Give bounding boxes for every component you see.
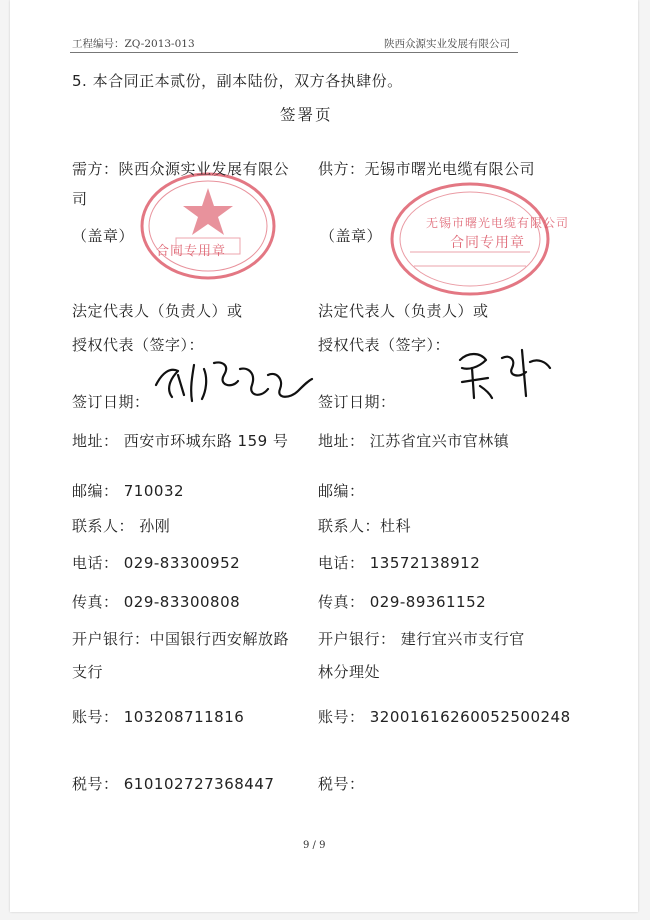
buyer-address: 地址： 西安市环城东路 159 号	[72, 432, 289, 450]
project-number: 工程编号：ZQ-2013-013	[72, 38, 195, 50]
buyer-handwritten-signature	[148, 345, 318, 410]
supplier-contact: 联系人：杜科	[318, 517, 412, 535]
supplier-seal-sub: 合同专用章	[450, 235, 525, 251]
buyer-name-line1: 需方：陕西众源实业发展有限公	[72, 160, 290, 178]
buyer-phone: 电话： 029-83300952	[72, 554, 241, 572]
buyer-fax: 传真： 029-83300808	[72, 593, 241, 611]
buyer-seal-label: （盖章）	[72, 227, 135, 245]
supplier-bank-line1: 开户银行： 建行宜兴市支行官	[318, 630, 525, 648]
supplier-phone: 电话： 13572138912	[318, 554, 481, 572]
supplier-rep-line2: 授权代表（签字）：	[318, 336, 451, 354]
supplier-rep-line1: 法定代表人（负责人）或	[318, 302, 489, 320]
supplier-handwritten-signature	[450, 338, 560, 403]
buyer-date-label: 签订日期：	[72, 393, 150, 411]
buyer-tax-number: 税号： 610102727368447	[72, 775, 275, 793]
supplier-address: 地址： 江苏省宜兴市官林镇	[318, 432, 510, 450]
buyer-bank-line2: 支行	[72, 663, 104, 681]
supplier-date-label: 签订日期：	[318, 393, 396, 411]
page-title: 签署页	[280, 106, 333, 124]
header-company: 陕西众源实业发展有限公司	[384, 38, 510, 50]
buyer-seal-sub: 合同专用章	[156, 244, 227, 259]
supplier-fax: 传真： 029-89361152	[318, 593, 487, 611]
supplier-postcode: 邮编：	[318, 482, 365, 500]
supplier-bank-line2: 林分理处	[318, 663, 381, 681]
buyer-rep-line1: 法定代表人（负责人）或	[72, 302, 243, 320]
page-number: 9 / 9	[303, 840, 326, 851]
buyer-contact: 联系人： 孙刚	[72, 517, 171, 535]
buyer-company-seal	[138, 170, 278, 282]
buyer-rep-line2: 授权代表（签字）：	[72, 336, 205, 354]
buyer-postcode: 邮编： 710032	[72, 482, 185, 500]
header-rule	[70, 52, 518, 53]
document-page	[10, 0, 638, 912]
supplier-name: 供方：无锡市曙光电缆有限公司	[318, 160, 536, 178]
buyer-name-line2: 司	[72, 190, 88, 208]
contract-clause-5: 5. 本合同正本贰份，副本陆份，双方各执肆份。	[72, 72, 403, 90]
supplier-seal-label: （盖章）	[320, 227, 383, 245]
supplier-tax-number: 税号：	[318, 775, 365, 793]
supplier-seal-text: 无锡市曙光电缆有限公司	[426, 216, 570, 230]
supplier-account: 账号： 32001616260052500248	[318, 708, 571, 726]
buyer-account: 账号： 103208711816	[72, 708, 245, 726]
buyer-bank-line1: 开户银行：中国银行西安解放路	[72, 630, 290, 648]
